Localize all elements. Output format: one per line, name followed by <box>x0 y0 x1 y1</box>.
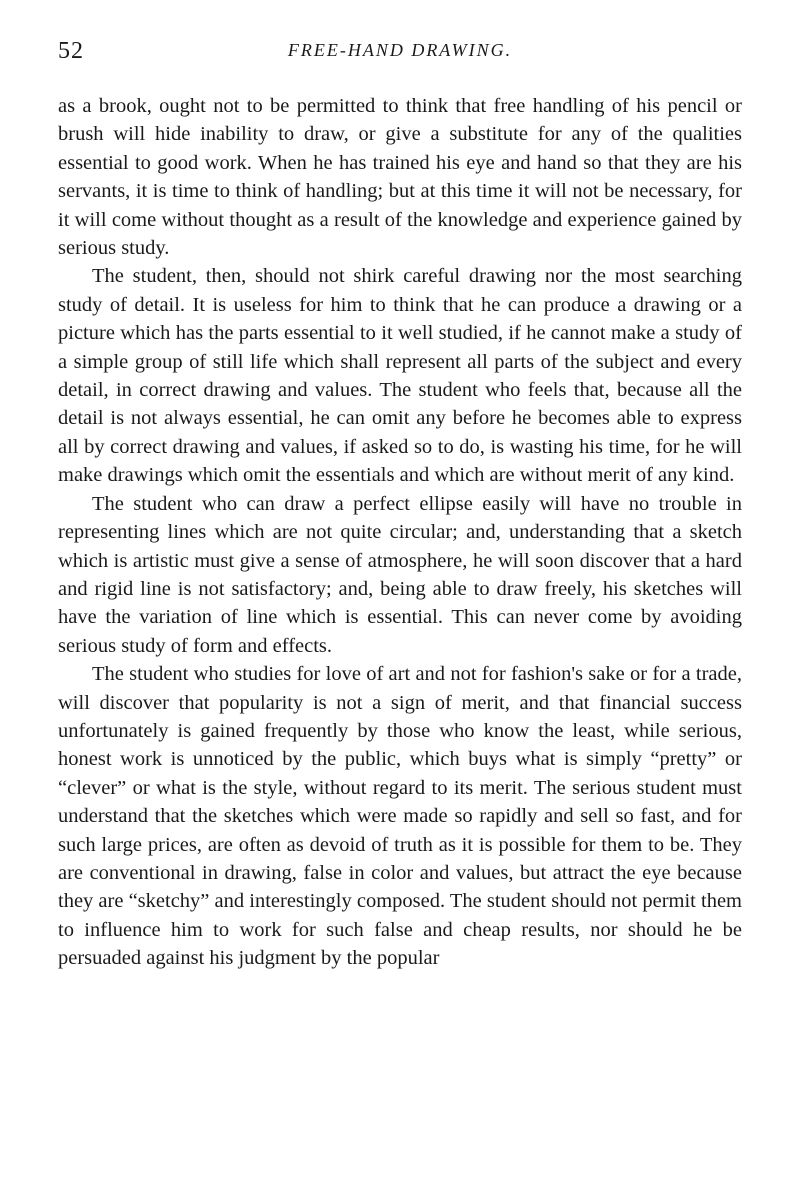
paragraph: as a brook, ought not to be permitted to think that free handling of his pencil or brush will hide inability to draw, or give a substitute for any of the qualities essential to good work. When he has trained his eye and hand so that they are his servants, it is time to think of handling; but at this time it will not be necessary, for it will come without thought as a result of the knowledge and experience gained by serious study. <box>58 95 742 260</box>
paragraph: The student who studies for love of art and not for fashion's sake or for a trade, will discover that popularity is not a sign of merit, and that financial success unfortunately is gained frequently by those who know the least, while serious, honest work is unnoticed by the public, which buys what is simply “pretty” or “clever” or what is the style, without regard to its merit. The serious student must understand that the sketches which were made so rapidly and sell so fast, and for such large prices, are often as devoid of truth as it is possible for them to be. They are conventional in drawing, false in color and values, but attract the eye because they are “sketchy” and interestingly composed. The student should not permit them to influence him to work for such false and cheap results, nor should he be persuaded against his judgment by the popular <box>58 663 742 970</box>
paragraph: The student, then, should not shirk careful drawing nor the most searching study of detail. It is useless for him to think that he can produce a drawing or a picture which has the parts essential to it well studied, if he cannot make a study of a simple group of still life which shall represent all parts of the subject and every detail, in correct drawing and values. The student who feels that, because all the detail is not always essential, he can omit any before he becomes able to express all by correct drawing and values, if asked so to do, is wasting his time, for he will make drawings which omit the essentials and which are without merit of any kind. <box>58 265 742 487</box>
paragraph: The student who can draw a perfect ellipse easily will have no trouble in representing lines which are not quite circular; and, understanding that a sketch which is artistic must give a sense of atmosphere, he will soon discover that a hard and rigid line is not satisfactory; and, being able to draw freely, his sketches will have the variation of line which is essential. This can never come by avoiding serious study of form and effects. <box>58 492 742 657</box>
page-number: 52 <box>58 38 84 64</box>
body-text <box>58 92 742 973</box>
running-head: FREE-HAND DRAWING. <box>287 40 513 60</box>
